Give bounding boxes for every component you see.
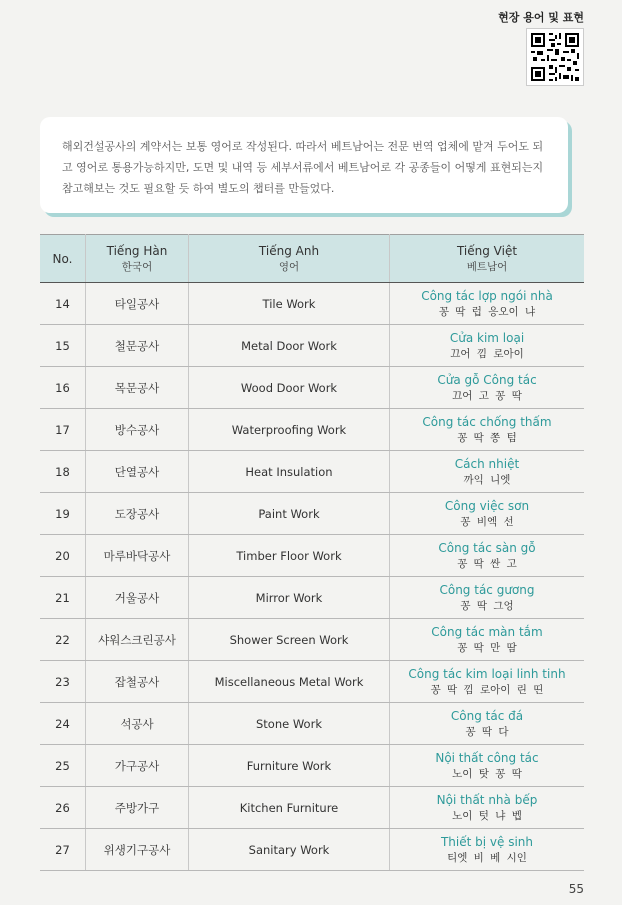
vietnamese-term: Thiết bị vệ sinh [440,834,534,849]
cell-english: Stone Work [189,703,390,745]
header-vietnamese [390,235,585,283]
cell-korean: 타일공사 [86,283,189,325]
cell-vietnamese [390,829,585,871]
pronunciation: 티엣 비 베 시인 [447,851,527,864]
vietnamese-term: Công tác sàn gỗ [438,540,536,555]
vietnamese-term: Công tác lợp ngói nhà [421,288,553,303]
cell-english: Tile Work [189,283,390,325]
cell-english: Heat Insulation [189,451,390,493]
cell-vietnamese [390,367,585,409]
intro-box [40,117,568,213]
table-row [40,493,584,535]
pronunciation: 끄어 낌 로아이 [450,347,524,360]
table-row [40,577,584,619]
pronunciation: 꽁 딱 낌 로아이 린 띤 [430,683,544,696]
cell-vietnamese [390,451,585,493]
vietnamese-term: Cách nhiệt [454,456,520,471]
cell-korean: 주방가구 [86,787,189,829]
cell-korean: 가구공사 [86,745,189,787]
cell-no: 23 [40,661,86,703]
vietnamese-term: Công tác đá [450,708,524,723]
cell-vietnamese [390,535,585,577]
cell-vietnamese [390,325,585,367]
cell-english: Kitchen Furniture [189,787,390,829]
table-row [40,283,584,325]
header-english-sub: 영어 [278,260,300,273]
cell-korean: 목문공사 [86,367,189,409]
cell-vietnamese [390,493,585,535]
vietnamese-term: Cửa gỗ Công tác [437,372,537,387]
header-no [40,235,86,283]
cell-no: 27 [40,829,86,871]
pronunciation: 꽁 딱 럽 응오이 냐 [438,305,536,318]
vietnamese-term: Công tác gương [439,582,535,597]
qr-code [526,28,584,86]
cell-vietnamese [390,577,585,619]
table-row [40,451,584,493]
cell-vietnamese [390,619,585,661]
table-row [40,745,584,787]
cell-korean: 도장공사 [86,493,189,535]
cell-vietnamese [390,787,585,829]
cell-english: Metal Door Work [189,325,390,367]
header-no-label: No. [52,251,73,266]
vietnamese-term: Nội thất công tác [435,750,539,765]
cell-english: Mirror Work [189,577,390,619]
header-korean-sub: 한국어 [121,260,153,273]
table-row [40,367,584,409]
cell-english: Miscellaneous Metal Work [189,661,390,703]
cell-english: Furniture Work [189,745,390,787]
header-vietnamese-main: Tiếng Việt [456,243,518,258]
cell-korean: 마루바닥공사 [86,535,189,577]
vietnamese-term: Cửa kim loại [449,330,525,345]
cell-korean: 방수공사 [86,409,189,451]
cell-vietnamese [390,745,585,787]
table-row [40,535,584,577]
cell-vietnamese [390,283,585,325]
cell-no: 24 [40,703,86,745]
cell-vietnamese [390,661,585,703]
pronunciation: 꽁 딱 만 땀 [457,641,517,654]
header-english [189,235,390,283]
table-row [40,787,584,829]
table-row [40,703,584,745]
cell-korean: 잡철공사 [86,661,189,703]
table-header-row [40,235,584,283]
terms-table [40,234,584,871]
header-korean-main: Tiếng Hàn [106,243,168,258]
table-row [40,829,584,871]
cell-english: Wood Door Work [189,367,390,409]
table-row [40,661,584,703]
cell-no: 20 [40,535,86,577]
vietnamese-term: Công việc sơn [444,498,530,513]
table-row [40,325,584,367]
cell-korean: 위생기구공사 [86,829,189,871]
cell-no: 26 [40,787,86,829]
section-title: 현장 용어 및 표현 [498,11,584,24]
pronunciation: 꽁 비엑 선 [460,515,514,528]
cell-no: 18 [40,451,86,493]
vietnamese-term: Công tác màn tắm [431,624,543,639]
cell-no: 21 [40,577,86,619]
cell-no: 17 [40,409,86,451]
pronunciation: 꽁 딱 쫑 텀 [457,431,517,444]
cell-english: Timber Floor Work [189,535,390,577]
cell-korean: 거울공사 [86,577,189,619]
cell-english: Waterproofing Work [189,409,390,451]
page-number: 55 [568,882,584,896]
pronunciation: 노이 텃 냐 벱 [452,809,522,822]
cell-no: 19 [40,493,86,535]
pronunciation: 까익 니엣 [463,473,511,486]
cell-no: 25 [40,745,86,787]
table-row [40,409,584,451]
pronunciation: 꽁 딱 그엉 [460,599,514,612]
pronunciation: 노이 탓 꽁 딱 [452,767,522,780]
cell-no: 14 [40,283,86,325]
cell-korean: 철문공사 [86,325,189,367]
cell-english: Sanitary Work [189,829,390,871]
header-english-main: Tiếng Anh [258,243,320,258]
vietnamese-term: Công tác kim loại linh tinh [408,666,566,681]
intro-text: 해외건설공사의 계약서는 보통 영어로 작성된다. 따라서 베트남어는 전문 번역 업체에 맡겨 두어도 되고 영어로 통용가능하지만, 도면 및 내역 등 세부서류에서 베트남어로 각 공종들이 어떻게 표현되는지 참고해보는 것도 필요할 듯 하여 별도의 챕터를 만들었다. [62,140,544,195]
cell-korean: 석공사 [86,703,189,745]
cell-vietnamese [390,409,585,451]
vietnamese-term: Nội thất nhà bếp [436,792,538,807]
pronunciation: 꽁 딱 다 [465,725,509,738]
cell-no: 16 [40,367,86,409]
table-row [40,619,584,661]
pronunciation: 끄어 고 꽁 딱 [452,389,522,402]
cell-english: Paint Work [189,493,390,535]
cell-korean: 샤워스크린공사 [86,619,189,661]
vietnamese-term: Công tác chống thấm [422,414,552,429]
cell-english: Shower Screen Work [189,619,390,661]
header-korean [86,235,189,283]
header-vietnamese-sub: 베트남어 [466,260,508,273]
cell-korean: 단열공사 [86,451,189,493]
qr-code-image [527,29,583,85]
cell-no: 15 [40,325,86,367]
pronunciation: 꽁 딱 싼 고 [457,557,517,570]
cell-vietnamese [390,703,585,745]
cell-no: 22 [40,619,86,661]
